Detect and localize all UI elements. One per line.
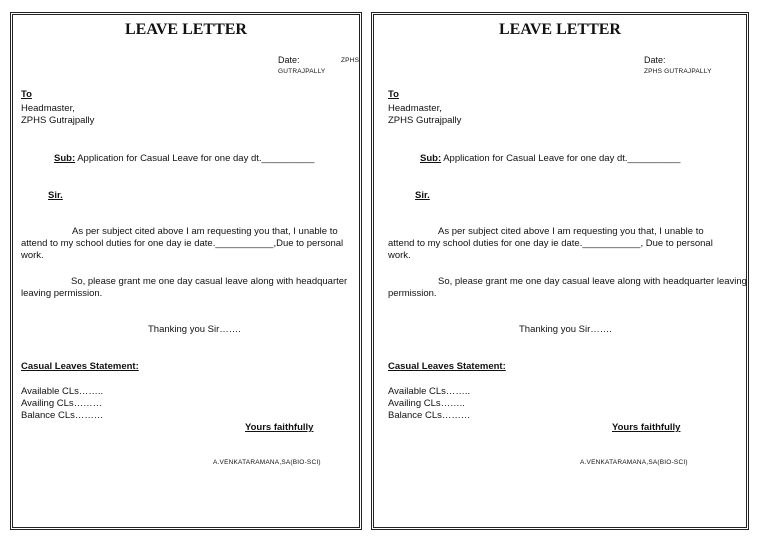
thanks-text: Thanking you Sir……. [148, 324, 241, 335]
para2-line1: So, please grant me one day casual leave along with headquarter leaving [438, 276, 747, 287]
closing-text: Yours faithfully [245, 422, 314, 433]
signature: A.VENKATARAMANA,SA(BIO-SCI) [580, 459, 688, 466]
para1-line2: attend to my school duties for one day ie date.___________, Due to personal [388, 238, 713, 249]
para1-line2: attend to my school duties for one day ie date.___________,Due to personal [21, 238, 344, 249]
para1-line3: work. [21, 250, 44, 261]
recipient-line-2: ZPHS Gutrajpally [21, 115, 95, 126]
closing-text: Yours faithfully [612, 422, 681, 433]
leave-letter-page-left [10, 12, 362, 530]
cl-availing: Availing CLs……… [21, 398, 103, 409]
recipient-line-1: Headmaster, [21, 103, 75, 114]
letter-title: LEAVE LETTER [499, 21, 621, 38]
to-label: To [388, 89, 399, 100]
cl-heading: Casual Leaves Statement: [388, 361, 506, 372]
school-line-a: ZPHS [341, 57, 360, 64]
para2-line1: So, please grant me one day casual leave along with headquarter [71, 276, 348, 287]
subject-label: Sub: [420, 153, 442, 164]
cl-available: Available CLs…….. [388, 386, 471, 397]
cl-available: Available CLs…….. [21, 386, 104, 397]
para1-line3: work. [388, 250, 411, 261]
subject-text: Application for Casual Leave for one day dt.__________ [75, 153, 315, 164]
thanks-text: Thanking you Sir……. [519, 324, 612, 335]
cl-balance: Balance CLs……… [21, 410, 104, 421]
salutation: Sir. [415, 190, 430, 201]
cl-availing: Availing CLs…….. [388, 398, 465, 409]
para1-line1: As per subject cited above I am requesting you that, I unable to [438, 226, 704, 237]
to-label: To [21, 89, 32, 100]
para2-line2: leaving permission. [21, 288, 103, 299]
para2-line2: permission. [388, 288, 437, 299]
letter-title: LEAVE LETTER [125, 21, 247, 38]
subject-line [420, 153, 680, 165]
cl-balance: Balance CLs……… [388, 410, 471, 421]
subject-text: Application for Casual Leave for one day dt.__________ [441, 153, 681, 164]
signature: A.VENKATARAMANA,SA(BIO-SCI) [213, 459, 321, 466]
school-line-b: GUTRAJPALLY [278, 68, 326, 75]
salutation: Sir. [48, 190, 63, 201]
date-label: Date: [644, 55, 666, 65]
recipient-line-2: ZPHS Gutrajpally [388, 115, 462, 126]
date-label: Date: [278, 55, 300, 65]
subject-label: Sub: [54, 153, 76, 164]
leave-letter-page-right [371, 12, 749, 530]
school-line: ZPHS GUTRAJPALLY [644, 68, 712, 75]
subject-line [54, 153, 314, 165]
cl-heading: Casual Leaves Statement: [21, 361, 139, 372]
para1-line1: As per subject cited above I am requesting you that, I unable to [72, 226, 338, 237]
recipient-line-1: Headmaster, [388, 103, 442, 114]
